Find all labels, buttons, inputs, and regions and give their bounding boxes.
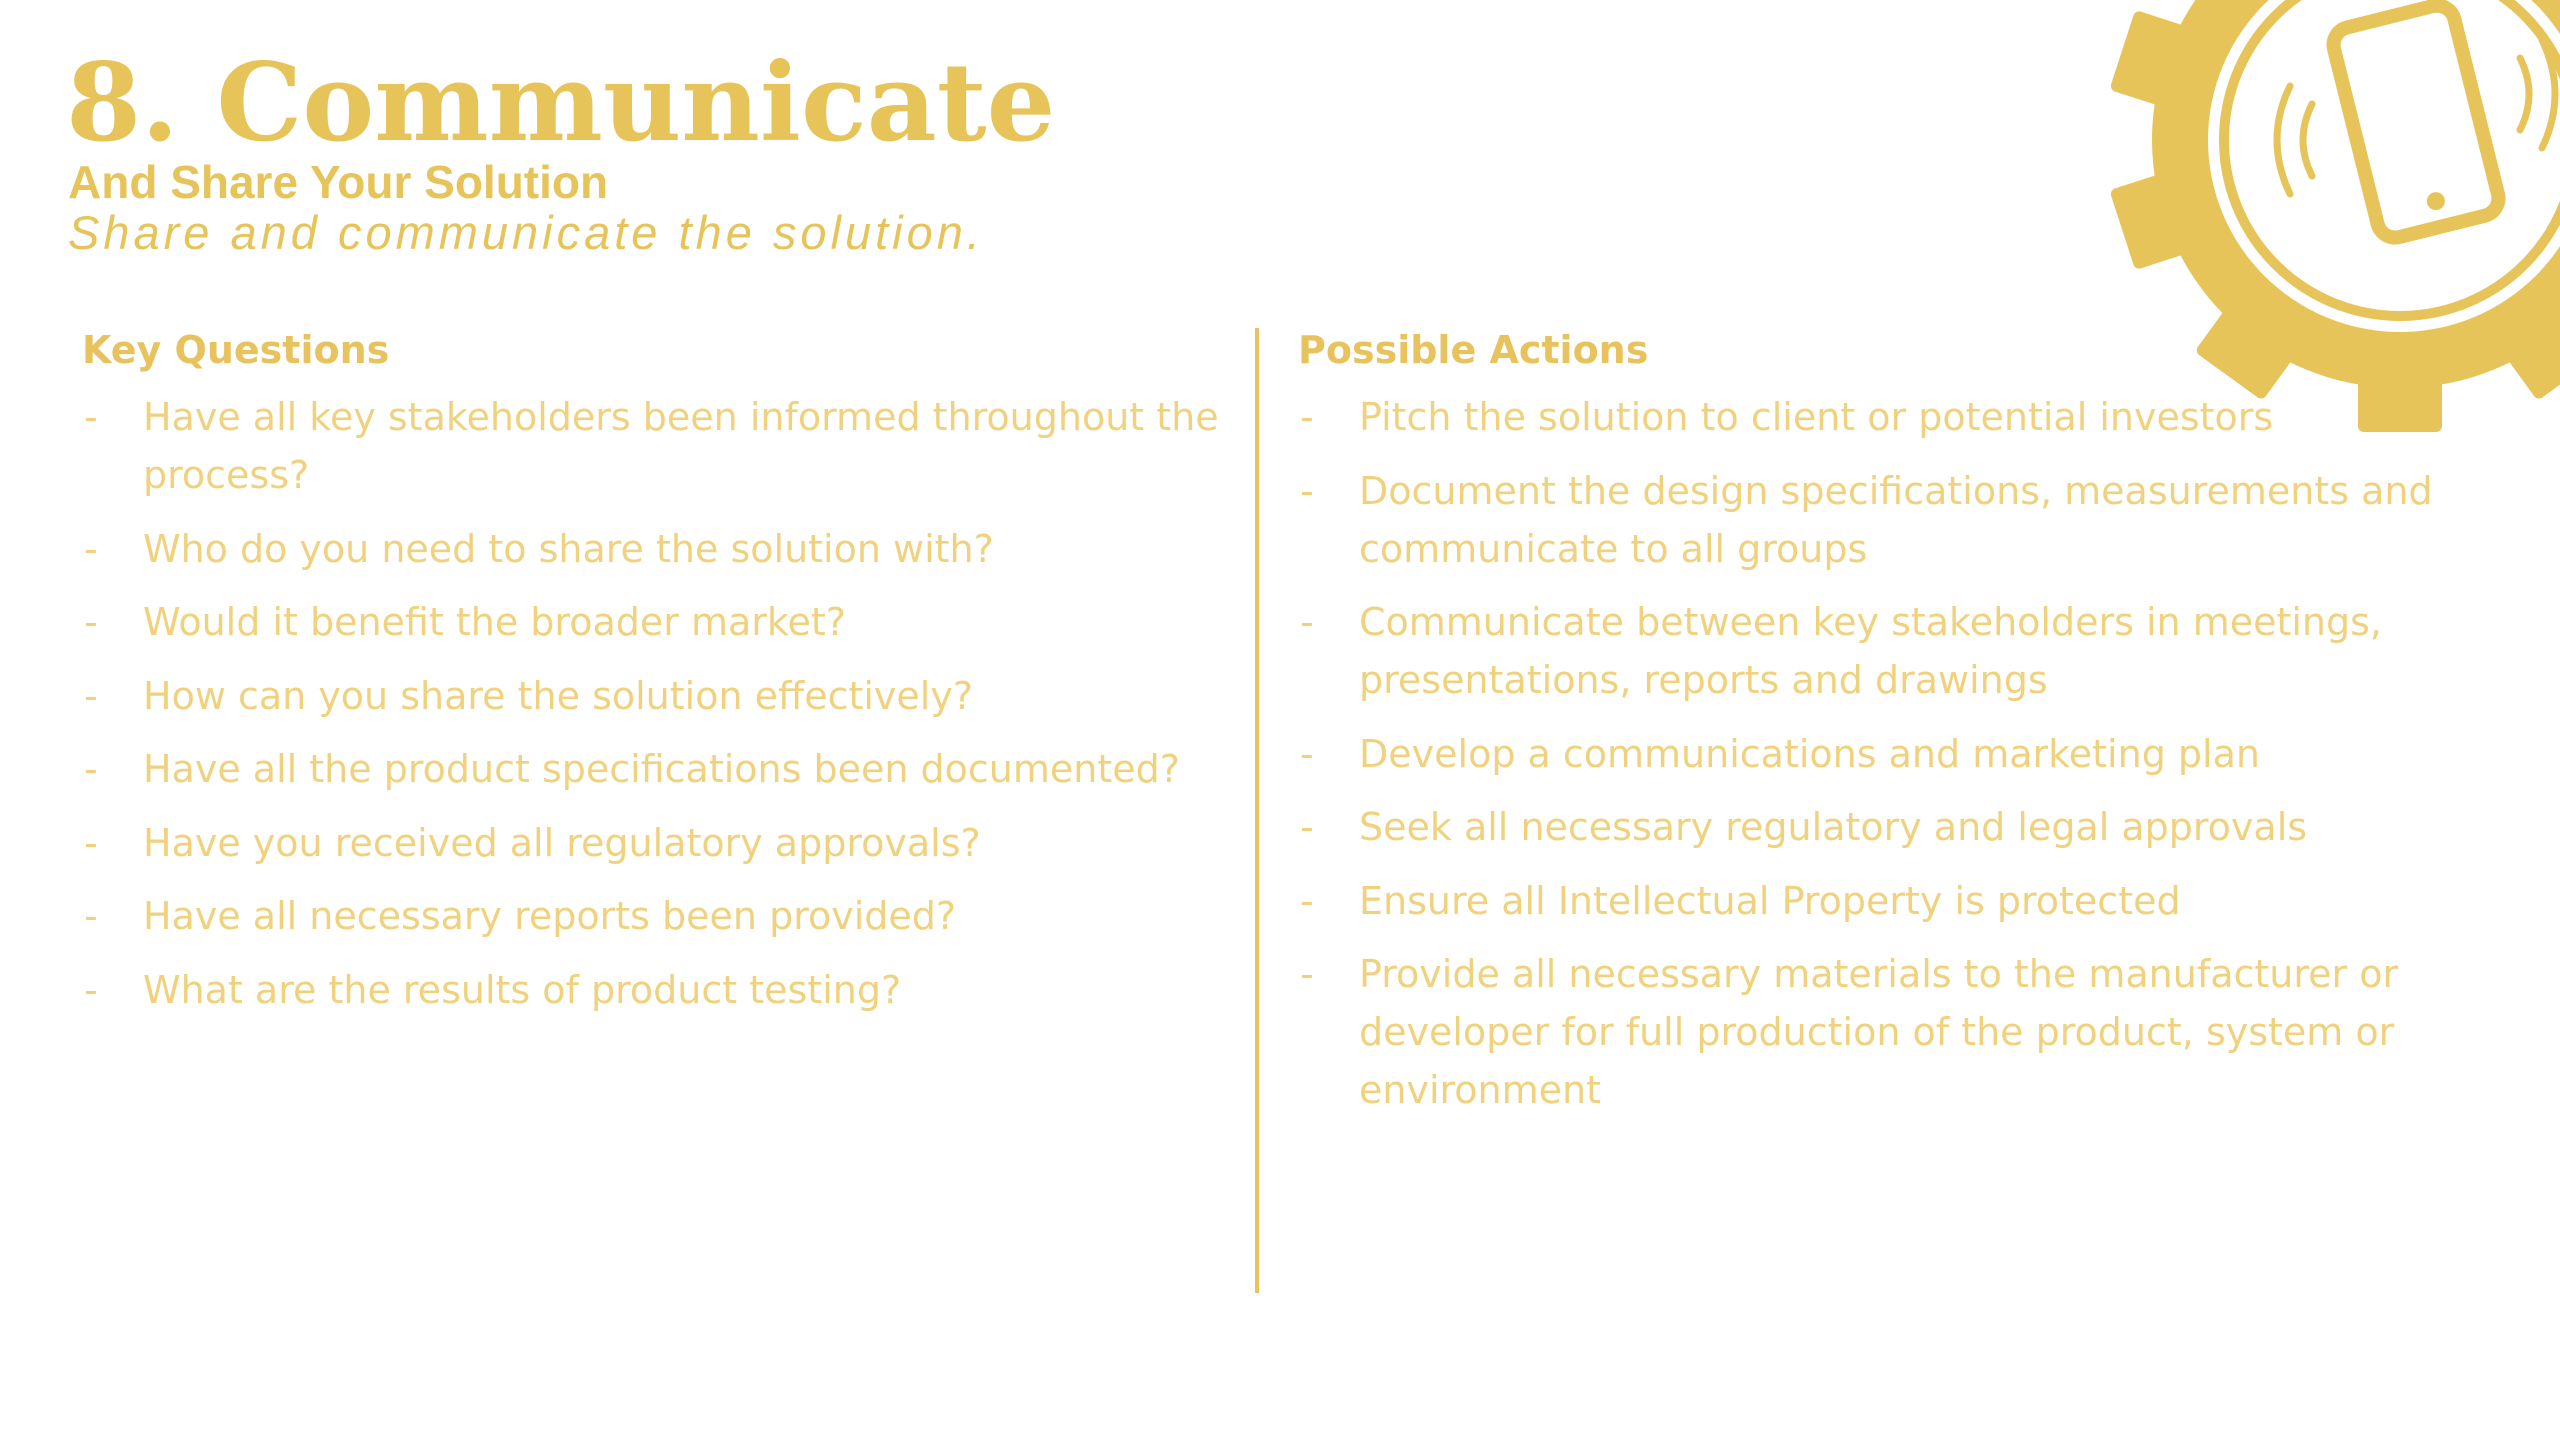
bullet-dash: - (84, 894, 98, 938)
bullet-dash: - (84, 967, 98, 1012)
possible-actions-heading: Possible Actions (1298, 328, 1649, 372)
question-text: Who do you need to share the solution with? (143, 526, 994, 571)
key-questions-column (82, 320, 1252, 1034)
bullet-dash: - (1300, 731, 1314, 776)
list-item (82, 520, 1252, 578)
bullet-dash: - (1300, 805, 1314, 849)
bullet-dash: - (1300, 468, 1314, 513)
list-item (82, 593, 1252, 651)
action-text: Document the design specifications, measurements and communicate to all groups (1359, 468, 2433, 571)
bullet-dash: - (84, 747, 98, 791)
bullet-dash: - (84, 673, 98, 718)
key-questions-heading: Key Questions (82, 328, 390, 372)
list-item (1298, 725, 2438, 783)
possible-actions-list (1298, 388, 2438, 1119)
bullet-dash: - (1300, 878, 1314, 923)
action-text: Develop a communications and marketing plan (1359, 731, 2260, 776)
slide-tagline: Share and communicate the solution. (68, 206, 984, 259)
action-text: Communicate between key stakeholders in meetings, presentations, reports and drawings (1359, 600, 2383, 702)
list-item (1298, 872, 2438, 930)
question-text: Have you received all regulatory approvals? (143, 820, 981, 865)
bullet-dash: - (1300, 395, 1314, 439)
bullet-dash: - (84, 526, 98, 571)
list-item (82, 740, 1252, 798)
slide-subtitle: And Share Your Solution (68, 156, 609, 208)
bullet-dash: - (1300, 600, 1314, 644)
bullet-dash: - (84, 820, 98, 865)
action-text: Ensure all Intellectual Property is protected (1359, 878, 2181, 923)
list-item (82, 887, 1252, 945)
possible-actions-column (1298, 320, 2438, 1135)
bullet-dash: - (84, 600, 98, 644)
question-text: What are the results of product testing? (143, 967, 902, 1012)
question-text: Would it benefit the broader market? (143, 600, 846, 644)
question-text: Have all the product specifications been documented? (143, 747, 1180, 791)
key-questions-list (82, 388, 1252, 1019)
column-divider (1255, 328, 1259, 1293)
bullet-dash: - (84, 395, 98, 439)
question-text: How can you share the solution effectively? (143, 673, 974, 718)
bullet-dash: - (1300, 952, 1314, 996)
list-item (1298, 462, 2438, 578)
list-item (82, 388, 1252, 504)
action-text: Pitch the solution to client or potential investors (1359, 395, 2274, 439)
action-text: Seek all necessary regulatory and legal approvals (1359, 805, 2308, 849)
question-text: Have all necessary reports been provided? (143, 894, 957, 938)
list-item (82, 667, 1252, 725)
list-item (82, 961, 1252, 1019)
list-item (82, 814, 1252, 872)
list-item (1298, 593, 2438, 709)
action-text: Provide all necessary materials to the manufacturer or developer for full production of the product, system or environment (1359, 952, 2399, 1112)
list-item (1298, 798, 2438, 856)
list-item (1298, 388, 2438, 446)
slide-title: 8. Communicate (66, 40, 1056, 166)
list-item (1298, 945, 2438, 1119)
question-text: Have all key stakeholders been informed throughout the process? (143, 395, 1219, 497)
